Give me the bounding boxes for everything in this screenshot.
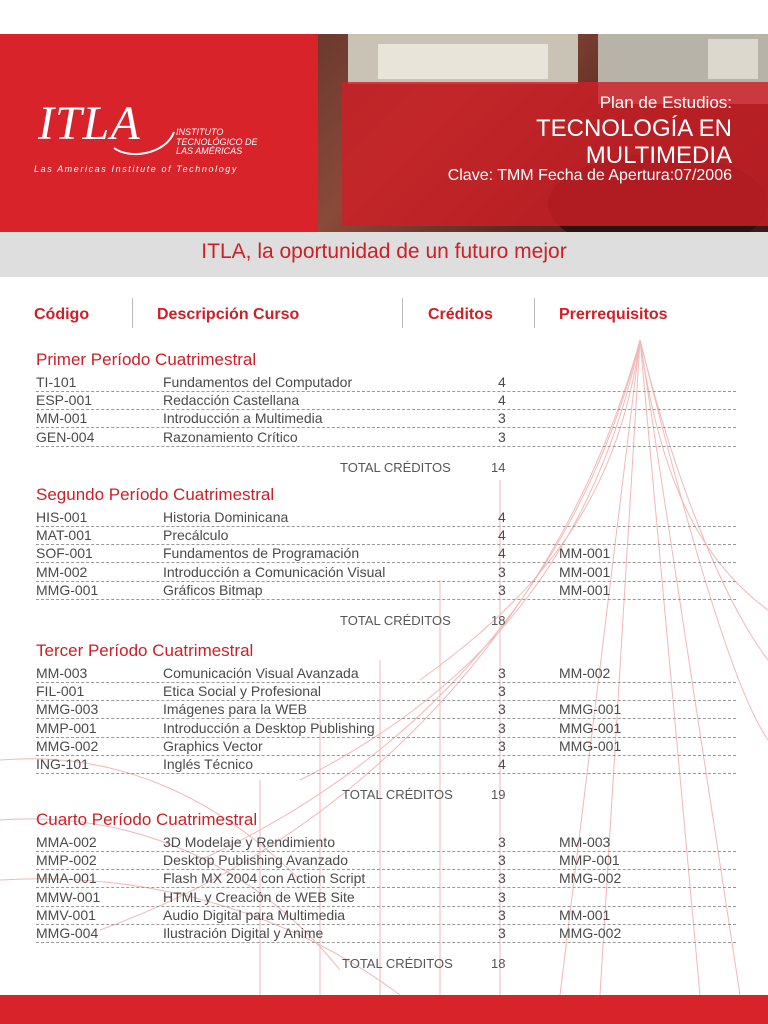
- course-row: [36, 833, 736, 852]
- course-row: [36, 924, 736, 943]
- course-prerequisite: MM-001: [559, 563, 611, 580]
- total-credits-value: 18: [491, 956, 506, 972]
- course-code: MMG-003: [36, 701, 99, 718]
- course-prerequisite: MM-003: [559, 834, 611, 850]
- course-credits: 4: [498, 756, 506, 772]
- course-row: [36, 719, 736, 738]
- course-credits: 3: [498, 428, 506, 445]
- course-prerequisite: MMG-001: [559, 737, 622, 754]
- course-description: Historia Dominicana: [163, 509, 289, 525]
- course-description: Inglés Técnico: [163, 756, 254, 772]
- column-header-code: Código: [34, 306, 90, 323]
- course-prerequisite: MMG-002: [559, 870, 622, 887]
- course-row: [36, 682, 736, 701]
- column-header-credits: Créditos: [428, 306, 493, 323]
- course-credits: 4: [498, 527, 506, 544]
- itla-logo: ITLA: [38, 97, 141, 150]
- course-credits: 3: [498, 888, 506, 905]
- tagline: ITLA, la oportunidad de un futuro mejor: [201, 240, 567, 263]
- institute-line-1: INSTITUTO: [176, 127, 224, 137]
- column-divider: [132, 298, 133, 328]
- institute-tagline: Las Americas Institute of Technology: [34, 164, 239, 174]
- period-title: Segundo Período Cuatrimestral: [36, 485, 275, 504]
- course-credits: 4: [498, 374, 506, 390]
- course-credits: 3: [498, 834, 506, 850]
- course-prerequisite: MMG-001: [559, 719, 622, 736]
- course-description: Introducción a Multimedia: [163, 410, 323, 427]
- course-description: Desktop Publishing Avanzado: [163, 852, 348, 869]
- institute-line-3: LAS AMÉRICAS: [176, 146, 243, 156]
- course-credits: 3: [498, 410, 506, 427]
- course-description: Introducción a Comunicación Visual: [163, 563, 386, 580]
- course-row: [36, 737, 736, 756]
- course-credits: 3: [498, 563, 506, 580]
- program-code-and-date: Clave: TMM Fecha de Apertura:07/2006: [447, 167, 732, 184]
- total-credits-value: 14: [491, 459, 506, 475]
- course-credits: 3: [498, 581, 506, 598]
- course-description: 3D Modelaje y Rendimiento: [163, 834, 335, 850]
- course-description: Fundamentos de Programación: [163, 545, 360, 562]
- course-description: Audio Digital para Multimedia: [163, 906, 346, 923]
- course-credits: 3: [498, 906, 506, 923]
- course-code: MMA-001: [36, 870, 97, 887]
- course-prerequisite: MMG-001: [559, 701, 622, 718]
- course-code: GEN-004: [36, 428, 95, 445]
- course-code: MM-002: [36, 563, 88, 580]
- institute-name: [176, 128, 258, 157]
- course-prerequisite: MMP-001: [559, 852, 620, 869]
- course-prerequisite: MM-002: [559, 665, 611, 681]
- course-prerequisite: MM-001: [559, 906, 611, 923]
- course-row: [36, 581, 736, 600]
- plan-label: Plan de Estudios:: [599, 93, 732, 112]
- course-credits: 4: [498, 545, 506, 562]
- course-prerequisite: MM-001: [559, 545, 611, 562]
- footer-bar: [0, 995, 768, 1024]
- course-code: ING-101: [36, 756, 89, 772]
- course-credits: 3: [498, 870, 506, 887]
- course-row: [36, 851, 736, 870]
- course-description: Razonamiento Crítico: [163, 428, 298, 445]
- program-line-2: MULTIMEDIA: [585, 142, 732, 169]
- course-code: MMA-002: [36, 834, 97, 850]
- period-title: Tercer Período Cuatrimestral: [36, 641, 254, 660]
- course-code: TI-101: [36, 374, 77, 390]
- course-description: Graphics Vector: [163, 737, 263, 754]
- course-row: [36, 906, 736, 925]
- course-description: Gráficos Bitmap: [163, 581, 263, 598]
- course-credits: 3: [498, 852, 506, 869]
- course-row: [36, 888, 736, 907]
- course-row: [36, 664, 736, 683]
- course-prerequisite: MMG-002: [559, 925, 622, 941]
- course-credits: 4: [498, 509, 506, 525]
- period-title: Cuarto Período Cuatrimestral: [36, 810, 258, 829]
- course-row: [36, 869, 736, 888]
- course-description: Ilustración Digital y Anime: [163, 925, 324, 941]
- course-code: MMG-004: [36, 925, 99, 941]
- total-credits-label: TOTAL CRÉDITOS: [340, 459, 451, 475]
- course-description: Etica Social y Profesional: [163, 683, 321, 700]
- course-code: MAT-001: [36, 527, 92, 544]
- course-description: Introducción a Desktop Publishing: [163, 719, 375, 736]
- course-credits: 3: [498, 719, 506, 736]
- course-credits: 3: [498, 683, 506, 700]
- course-row: [36, 409, 736, 428]
- course-row: [36, 526, 736, 545]
- total-credits-label: TOTAL CRÉDITOS: [342, 956, 453, 972]
- course-row: [36, 544, 736, 563]
- course-row: [36, 563, 736, 582]
- course-code: MMP-002: [36, 852, 97, 869]
- course-code: ESP-001: [36, 392, 93, 409]
- course-code: MM-001: [36, 410, 88, 427]
- course-row: [36, 755, 736, 774]
- column-divider: [402, 298, 403, 328]
- course-credits: 3: [498, 925, 506, 941]
- course-credits: 3: [498, 737, 506, 754]
- course-description: Flash MX 2004 con Action Script: [163, 870, 366, 887]
- course-description: HTML y Creación de WEB Site: [163, 888, 355, 905]
- total-credits-label: TOTAL CRÉDITOS: [342, 787, 453, 803]
- course-code: HIS-001: [36, 509, 88, 525]
- period-title: Primer Período Cuatrimestral: [36, 350, 257, 369]
- column-header-description: Descripción Curso: [157, 306, 300, 323]
- program-title: [402, 115, 732, 169]
- course-code: MMP-001: [36, 719, 97, 736]
- course-row: [36, 428, 736, 447]
- course-description: Comunicación Visual Avanzada: [163, 665, 359, 681]
- course-code: MMV-001: [36, 906, 96, 923]
- course-code: MMW-001: [36, 888, 101, 905]
- column-header-prerequisites: Prerrequisitos: [559, 306, 668, 323]
- total-credits-label: TOTAL CRÉDITOS: [340, 613, 451, 628]
- total-credits-value: 19: [491, 787, 506, 803]
- course-code: SOF-001: [36, 545, 93, 562]
- course-code: MMG-001: [36, 581, 99, 598]
- institute-line-2: TECNOLÓGICO DE: [176, 136, 258, 147]
- course-description: Imágenes para la WEB: [163, 701, 307, 718]
- logo-swoosh-icon: [110, 98, 180, 158]
- course-credits: 4: [498, 392, 506, 409]
- course-row: [36, 508, 736, 527]
- course-row: [36, 391, 736, 410]
- course-code: MMG-002: [36, 737, 99, 754]
- course-row: [36, 373, 736, 392]
- course-description: Fundamentos del Computador: [163, 374, 353, 390]
- course-prerequisite: MM-001: [559, 581, 611, 598]
- course-code: FIL-001: [36, 683, 85, 700]
- course-credits: 3: [498, 701, 506, 718]
- program-line-1: TECNOLOGÍA EN: [535, 115, 732, 142]
- course-credits: 3: [498, 665, 506, 681]
- course-code: MM-003: [36, 665, 88, 681]
- course-description: Precálculo: [163, 527, 229, 544]
- course-description: Redacción Castellana: [163, 392, 300, 409]
- column-divider: [534, 298, 535, 328]
- course-row: [36, 700, 736, 719]
- total-credits-value: 18: [491, 613, 506, 628]
